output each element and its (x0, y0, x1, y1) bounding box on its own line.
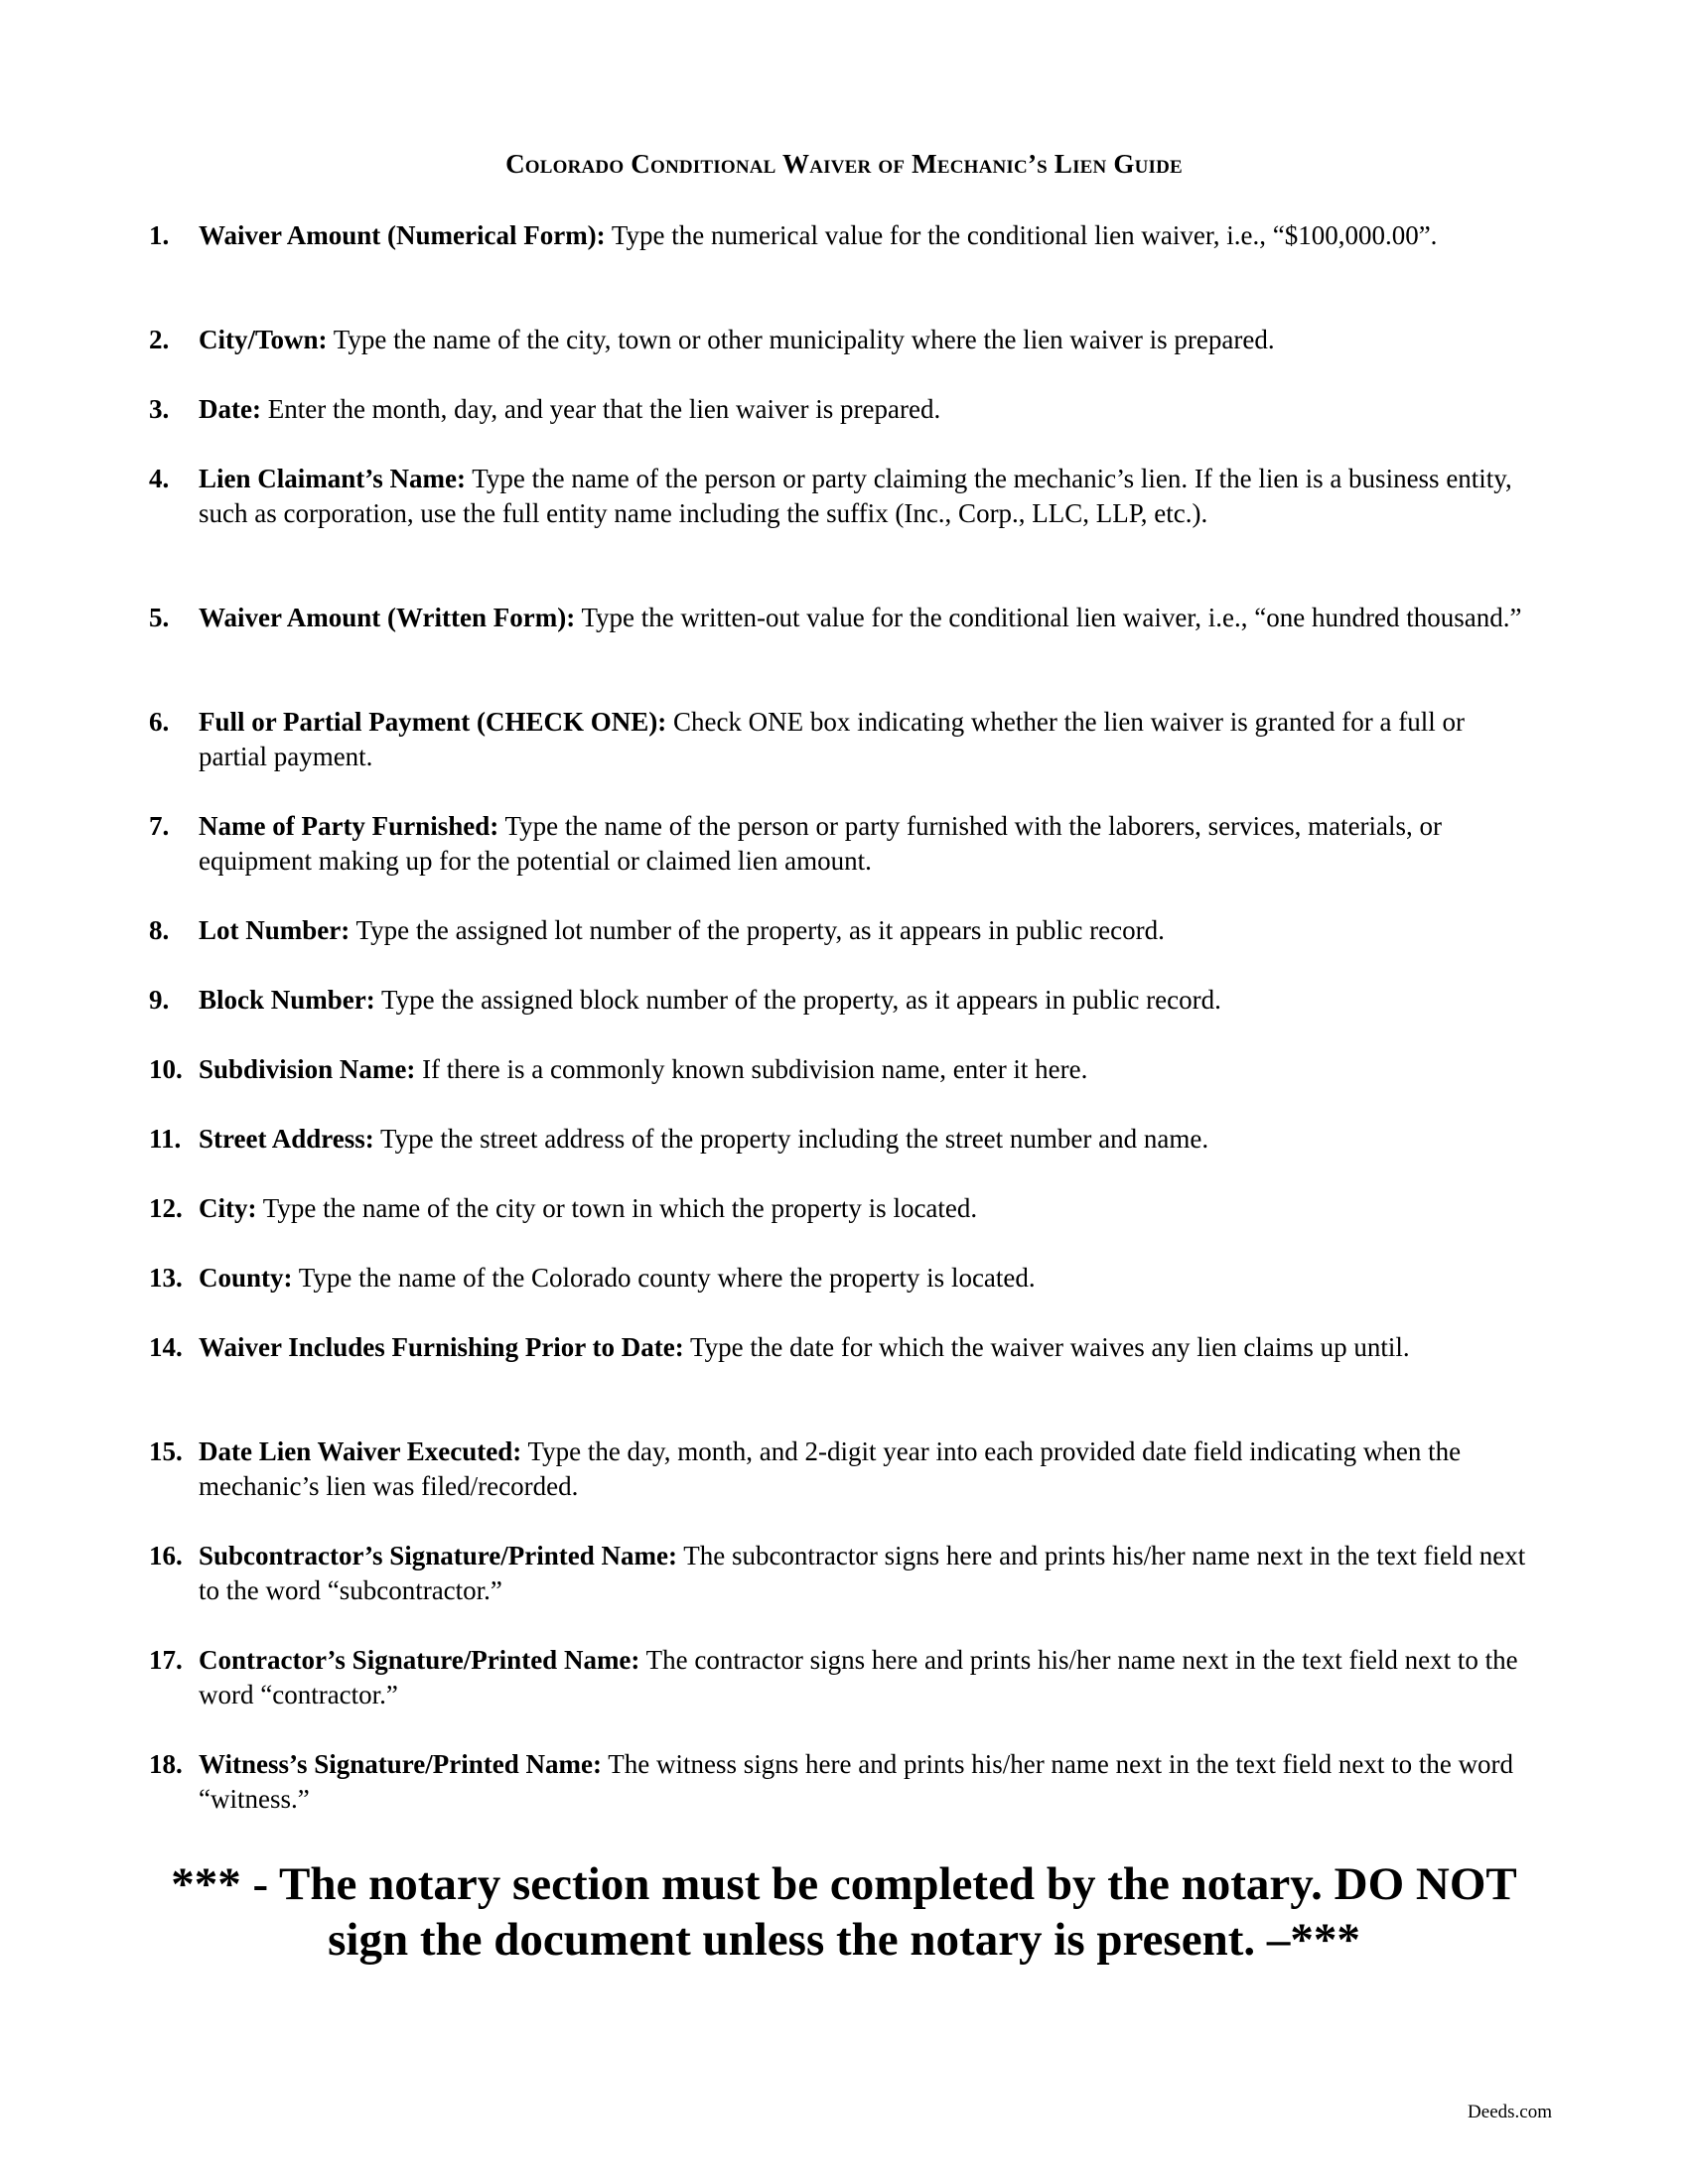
item-number: 4. (149, 464, 170, 493)
item-text: Type the name of the city or town in which the property is located. (256, 1193, 978, 1223)
item-label: City/Town: (199, 325, 328, 354)
guide-item-15 (149, 1434, 1539, 1504)
item-number: 15. (149, 1436, 183, 1466)
item-label: Name of Party Furnished: (199, 811, 499, 841)
item-number: 18. (149, 1749, 183, 1779)
item-text: Type the date for which the waiver waives any lien claims up until. (683, 1332, 1410, 1362)
item-label: Block Number: (199, 985, 375, 1015)
item-label: Date: (199, 394, 261, 424)
guide-item-17 (149, 1643, 1539, 1712)
item-text: The subcontractor signs here and prints his/her name next in the text field next to the word “subcontractor.” (199, 1541, 1526, 1605)
item-label: Subdivision Name: (199, 1054, 416, 1084)
guide-item-11 (149, 1122, 1539, 1157)
item-label: Waiver Amount (Written Form): (199, 603, 576, 632)
item-label: Date Lien Waiver Executed: (199, 1436, 522, 1466)
item-text: Enter the month, day, and year that the lien waiver is prepared. (260, 394, 941, 424)
item-label: Lot Number: (199, 915, 351, 945)
item-label: Full or Partial Payment (CHECK ONE): (199, 707, 667, 737)
guide-item-8 (149, 913, 1539, 948)
guide-item-10 (149, 1052, 1539, 1087)
item-text: Type the assigned lot number of the property, as it appears in public record. (350, 915, 1165, 945)
item-number: 8. (149, 915, 170, 945)
document-title: Colorado Conditional Waiver of Mechanic’s Lien Guide (505, 149, 1183, 179)
footer-brand: Deeds.com (1468, 2102, 1552, 2122)
item-text: Type the day, month, and 2-digit year into each provided date field indicating when the mechanic’s lien was filed/recorded. (199, 1436, 1462, 1501)
guide-item-3 (149, 392, 1539, 427)
guide-item-5 (149, 601, 1539, 635)
item-number: 9. (149, 985, 170, 1015)
item-label: County: (199, 1263, 293, 1293)
guide-item-7 (149, 809, 1539, 879)
guide-item-2 (149, 323, 1539, 357)
item-text: Type the name of the person or party claiming the mechanic’s lien. If the lien is a business entity, such as corporation, use the full entity name including the suffix (Inc., Corp., LLC, LLP, etc.). (199, 464, 1512, 528)
item-label: Witness’s Signature/Printed Name: (199, 1749, 602, 1779)
item-text: Type the assigned block number of the property, as it appears in public record. (374, 985, 1221, 1015)
item-number: 16. (149, 1541, 183, 1570)
guide-item-6 (149, 705, 1539, 774)
item-number: 1. (149, 220, 170, 250)
item-number: 7. (149, 811, 170, 841)
item-number: 6. (149, 707, 170, 737)
item-text: Type the name of the person or party furnished with the laborers, services, materials, or equipment making up for the potential or claimed lien amount. (199, 811, 1443, 876)
item-text: Type the numerical value for the conditional lien waiver, i.e., “$100,000.00”. (605, 220, 1438, 250)
guide-item-1 (149, 218, 1539, 253)
item-number: 12. (149, 1193, 183, 1223)
item-number: 17. (149, 1645, 183, 1675)
item-text: Type the name of the city, town or other municipality where the lien waiver is prepared. (327, 325, 1275, 354)
item-label: Lien Claimant’s Name: (199, 464, 466, 493)
guide-item-14 (149, 1330, 1539, 1365)
item-text: Type the street address of the property including the street number and name. (373, 1124, 1209, 1154)
item-text: Check ONE box indicating whether the lien waiver is granted for a full or partial payment. (199, 707, 1465, 771)
guide-item-13 (149, 1261, 1539, 1296)
item-label: Waiver Includes Furnishing Prior to Date: (199, 1332, 684, 1362)
item-label: Contractor’s Signature/Printed Name: (199, 1645, 640, 1675)
item-number: 13. (149, 1263, 183, 1293)
guide-item-4 (149, 462, 1539, 531)
item-label: Street Address: (199, 1124, 374, 1154)
item-label: Subcontractor’s Signature/Printed Name: (199, 1541, 677, 1570)
item-number: 11. (149, 1124, 182, 1154)
notary-notice: *** - The notary section must be completed by the notary. DO NOT sign the document unless the notary is present. –*** (171, 1858, 1517, 1966)
item-label: City: (199, 1193, 257, 1223)
item-text: The contractor signs here and prints his/her name next in the text field next to the word “contractor.” (199, 1645, 1518, 1709)
guide-item-16 (149, 1539, 1539, 1608)
item-number: 5. (149, 603, 170, 632)
item-number: 2. (149, 325, 170, 354)
item-number: 10. (149, 1054, 183, 1084)
guide-item-18 (149, 1747, 1539, 1817)
item-text: The witness signs here and prints his/her name next in the text field next to the word “witness.” (199, 1749, 1514, 1814)
item-number: 14. (149, 1332, 183, 1362)
item-text: Type the name of the Colorado county where the property is located. (292, 1263, 1036, 1293)
guide-item-12 (149, 1191, 1539, 1226)
item-number: 3. (149, 394, 170, 424)
guide-item-9 (149, 983, 1539, 1018)
item-text: Type the written-out value for the conditional lien waiver, i.e., “one hundred thousand.” (575, 603, 1522, 632)
item-text: If there is a commonly known subdivision name, enter it here. (415, 1054, 1088, 1084)
item-label: Waiver Amount (Numerical Form): (199, 220, 606, 250)
